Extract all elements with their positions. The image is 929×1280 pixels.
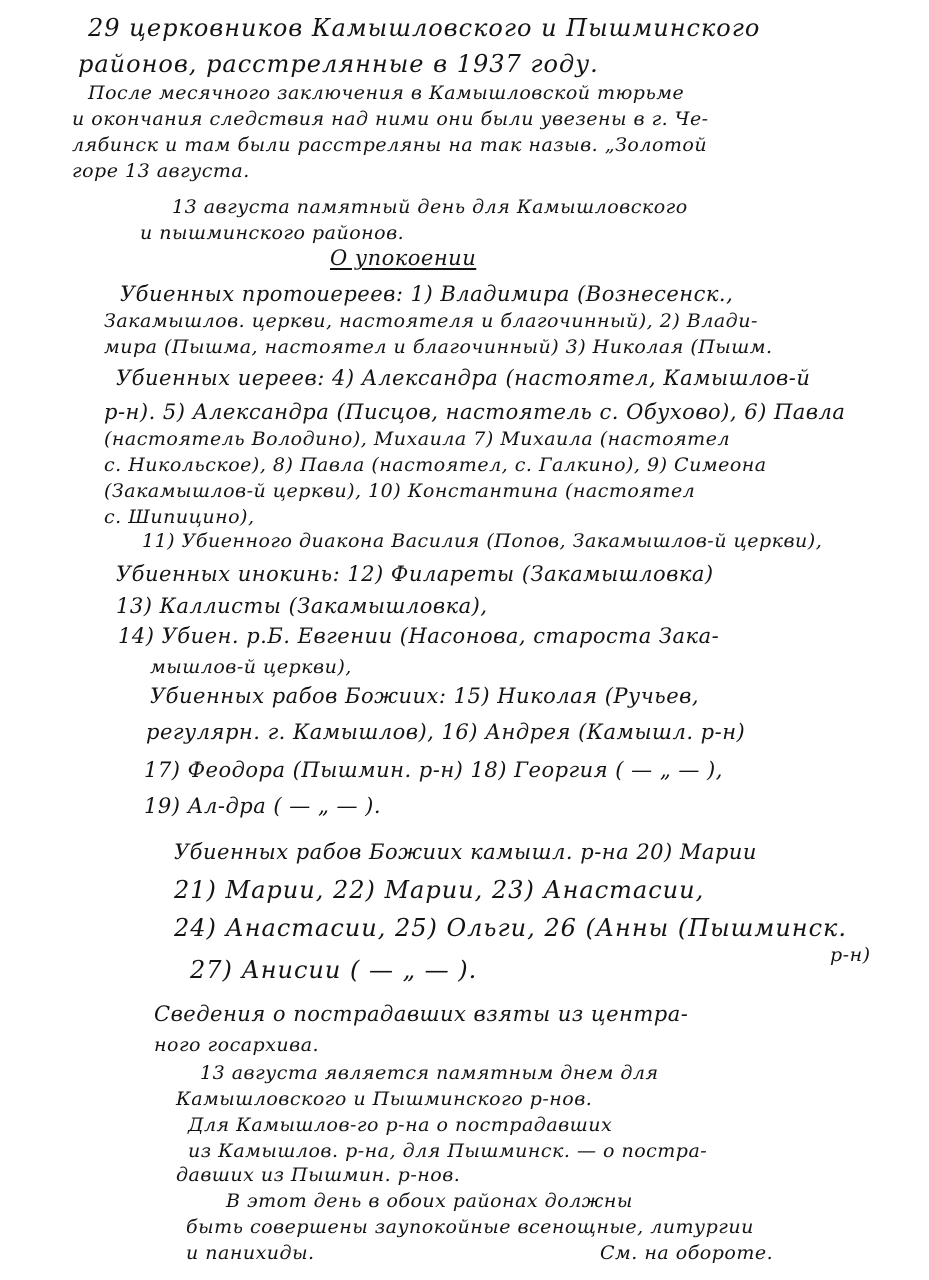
list-line: Убиенных иереев: 4) Александра (настоятел, Камышлов-й (116, 366, 811, 390)
list-line: с. Шипицино), (104, 506, 255, 528)
source-note: Сведения о пострадавших взяты из центра- (154, 1002, 689, 1026)
document-title-continued: районов, расстрелянные в 1937 году. (78, 50, 599, 78)
list-line: Убиенных рабов Божиих: 15) Николая (Ручьев, (150, 684, 700, 708)
list-line: мышлов-й церкви), (150, 656, 352, 678)
memorial-day-line: и пышминского районов. (140, 222, 405, 244)
document-title: 29 церковников Камышловского и Пышминского (88, 14, 761, 42)
list-line: Убиенных инокинь: 12) Филареты (Закамышловка) (116, 562, 714, 586)
list-line: мира (Пышма, настоятел и благочинный) 3) Николая (Пышм. (104, 336, 773, 358)
see-reverse-note: См. на обороте. (600, 1242, 774, 1264)
list-line: регулярн. г. Камышлов), 16) Андрея (Камышл. р-н) (146, 720, 746, 744)
list-line: 13) Каллисты (Закамышловка), (116, 594, 488, 618)
closing-line: давших из Пышмин. р-нов. (176, 1164, 461, 1186)
list-line: 19) Ал-дра ( — „ — ). (144, 794, 382, 818)
list-line: 24) Анастасии, 25) Ольги, 26 (Анны (Пышминск. (174, 914, 847, 942)
list-line: Убиенных рабов Божиих камышл. р-на 20) Марии (174, 840, 757, 864)
list-line: 11) Убиенного диакона Василия (Попов, Закамышлов-й церкви), (142, 530, 823, 552)
intro-line: После месячного заключения в Камышловской тюрьме (88, 82, 685, 104)
list-line: 27) Анисии ( — „ — ). (190, 956, 478, 984)
prayer-heading: О упокоении (330, 246, 477, 270)
list-line: Закамышлов. церкви, настоятеля и благочинный), 2) Влади- (104, 310, 758, 332)
memorial-day-line: 13 августа памятный день для Камышловского (172, 196, 688, 218)
list-line: (настоятель Володино), Михаила 7) Михаила (настоятел (104, 428, 731, 450)
list-line: (Закамышлов-й церкви), 10) Константина (настоятел (104, 480, 696, 502)
list-line: 17) Феодора (Пышмин. р-н) 18) Георгия ( — „ — ), (144, 758, 723, 782)
list-line: 14) Убиен. р.Б. Евгении (Насонова, староста Зака- (118, 624, 720, 648)
intro-line: и окончания следствия над ними они были увезены в г. Че- (72, 108, 709, 130)
intro-line: горе 13 августа. (72, 160, 250, 182)
list-line: р-н). 5) Александра (Писцов, настоятель с. Обухово), 6) Павла (104, 400, 846, 424)
closing-line: из Камышлов. р-на, для Пышминск. — о постра- (188, 1140, 708, 1162)
closing-line: В этот день в обоих районах должны (226, 1190, 633, 1212)
closing-line: 13 августа является памятным днем для (200, 1062, 659, 1084)
closing-line: Камышловского и Пышминского р-нов. (176, 1088, 593, 1110)
source-note: ного госархива. (154, 1034, 320, 1056)
intro-line: лябинск и там были расстреляны на так назыв. „Золотой (72, 134, 708, 156)
list-line: Убиенных протоиереев: 1) Владимира (Вознесенск., (120, 282, 734, 306)
closing-line: Для Камышлов-го р-на о пострадавших (188, 1114, 613, 1136)
closing-line: и панихиды. (186, 1242, 315, 1264)
closing-line: быть совершены заупокойные всенощные, литургии (186, 1216, 754, 1238)
list-line: 21) Марии, 22) Марии, 23) Анастасии, (174, 876, 705, 904)
list-line: р-н) (830, 944, 871, 966)
list-line: с. Никольское), 8) Павла (настоятел, с. Галкино), 9) Симеона (104, 454, 767, 476)
